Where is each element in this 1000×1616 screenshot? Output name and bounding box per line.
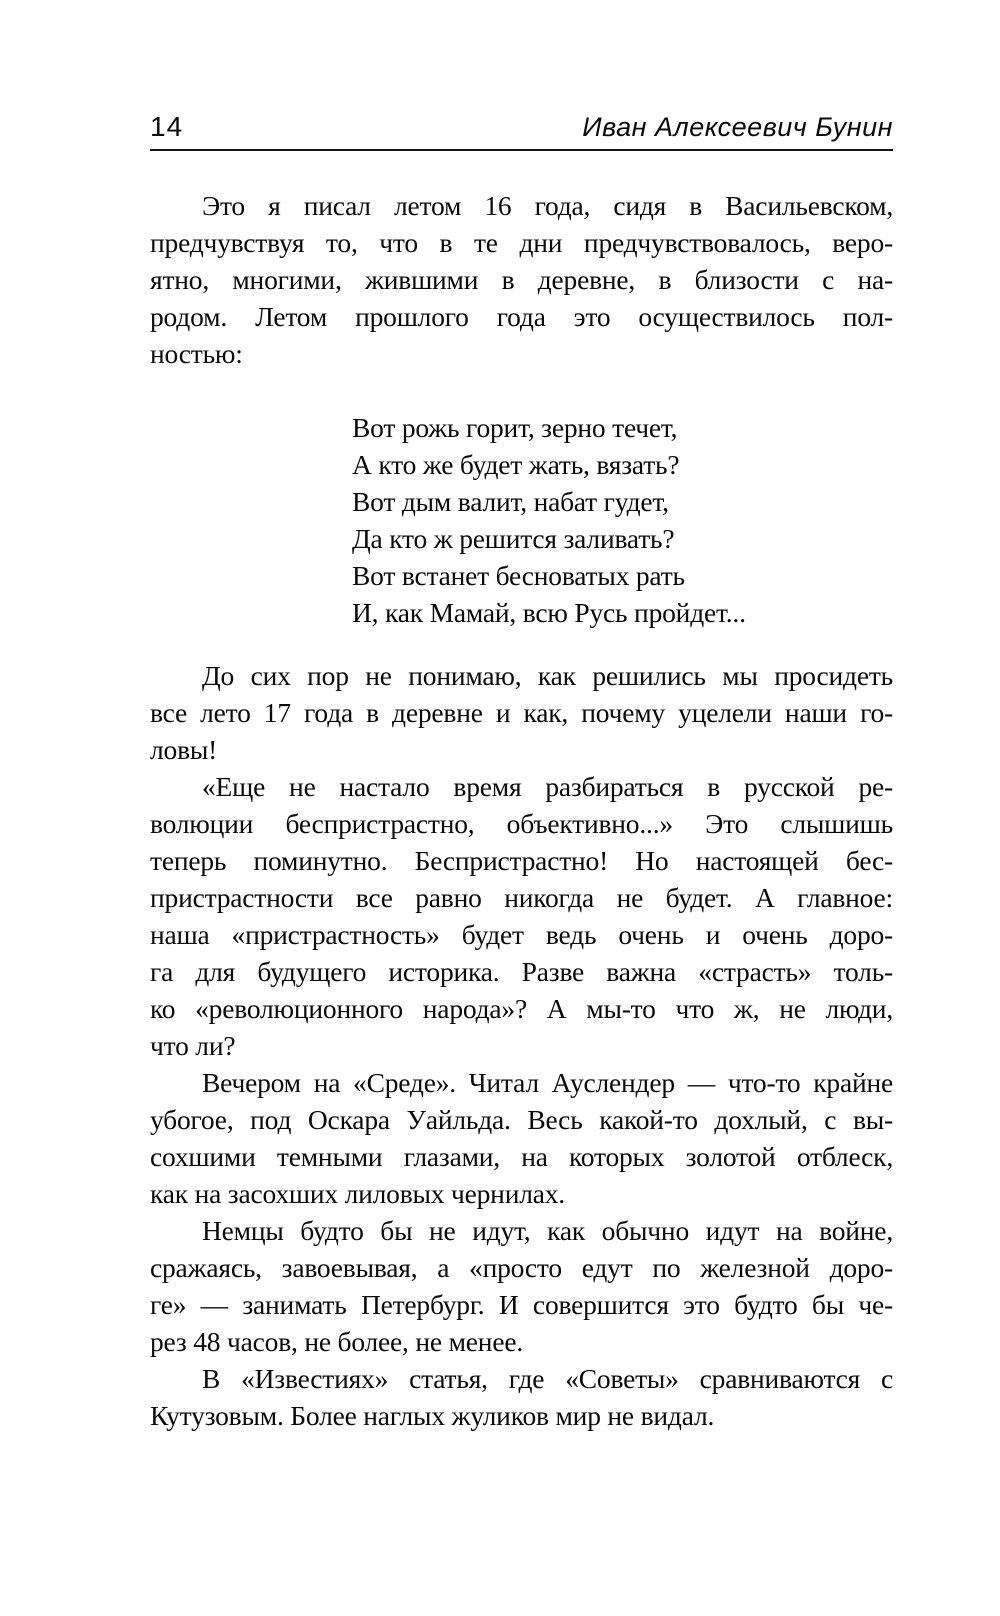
text-line: предчувствуя то, что в те дни предчувствовалось, веро- [150, 227, 893, 258]
paragraph [150, 187, 893, 372]
verse-block [352, 409, 893, 631]
text-line: что ли? [150, 1030, 236, 1061]
text-line: убогое, под Оскара Уайльда. Весь какой-то дохлый, с вы- [150, 1104, 893, 1135]
verse-line: Вот дым валит, набат гудет, [352, 486, 669, 517]
text-line: волюции беспристрастно, объективно...» Это слышишь [150, 808, 893, 839]
text-line: До сих пор не понимаю, как решились мы просидеть [202, 660, 893, 691]
page-number: 14 [150, 111, 184, 142]
text-line: теперь поминутно. Беспристрастно! Но настоящей бес- [150, 845, 893, 876]
text-line: пристрастности все равно никогда не будет. А главное: [150, 882, 893, 913]
paragraph [150, 657, 893, 768]
text-line: ловы! [150, 734, 218, 765]
page-header [150, 112, 893, 151]
text-line: ге» — занимать Петербург. И совершится это будто бы че- [150, 1289, 893, 1320]
paragraph [150, 1212, 893, 1360]
paragraph [150, 1064, 893, 1212]
verse-line: А кто же будет жать, вязать? [352, 449, 680, 480]
text-line: «Еще не настало время разбираться в русской ре- [202, 771, 893, 802]
verse-line: Вот встанет бесноватых рать [352, 560, 685, 591]
text-line: Немцы будто бы не идут, как обычно идут на войне, [202, 1215, 893, 1246]
text-line: рез 48 часов, не более, не менее. [150, 1326, 524, 1357]
running-header-author: Иван Алексеевич Бунин [582, 112, 893, 142]
text-line: все лето 17 года в деревне и как, почему уцелели наши го- [150, 697, 893, 728]
text-line: родом. Летом прошлого года это осуществилось пол- [150, 301, 893, 332]
text-line: ятно, многими, жившими в деревне, в близости с на- [150, 264, 893, 295]
text-line: ностью: [150, 338, 243, 369]
text-line: как на засохших лиловых чернилах. [150, 1178, 565, 1209]
text-line: наша «пристрастность» будет ведь очень и очень доро- [150, 919, 893, 950]
page-body [150, 187, 893, 1434]
text-line: В «Известиях» статья, где «Советы» сравниваются с [202, 1363, 893, 1394]
text-line: ко «революционного народа»? А мы-то что ж, не люди, [150, 993, 893, 1024]
verse-line: Да кто ж решится заливать? [352, 523, 675, 554]
text-line: сражаясь, завоевывая, а «просто едут по железной доро- [150, 1252, 893, 1283]
text-line: Кутузовым. Более наглых жуликов мир не видал. [150, 1400, 715, 1431]
text-line: сохшими темными глазами, на которых золотой отблеск, [150, 1141, 893, 1172]
text-line: Вечером на «Среде». Читал Ауслендер — что-то крайне [202, 1067, 893, 1098]
text-line: Это я писал летом 16 года, сидя в Васильевском, [202, 190, 893, 221]
verse-line: Вот рожь горит, зерно течет, [352, 412, 678, 443]
verse-line: И, как Мамай, всю Русь пройдет... [352, 597, 746, 628]
text-line: га для будущего историка. Разве важна «страсть» толь- [150, 956, 893, 987]
paragraph [150, 1360, 893, 1434]
paragraph [150, 768, 893, 1064]
